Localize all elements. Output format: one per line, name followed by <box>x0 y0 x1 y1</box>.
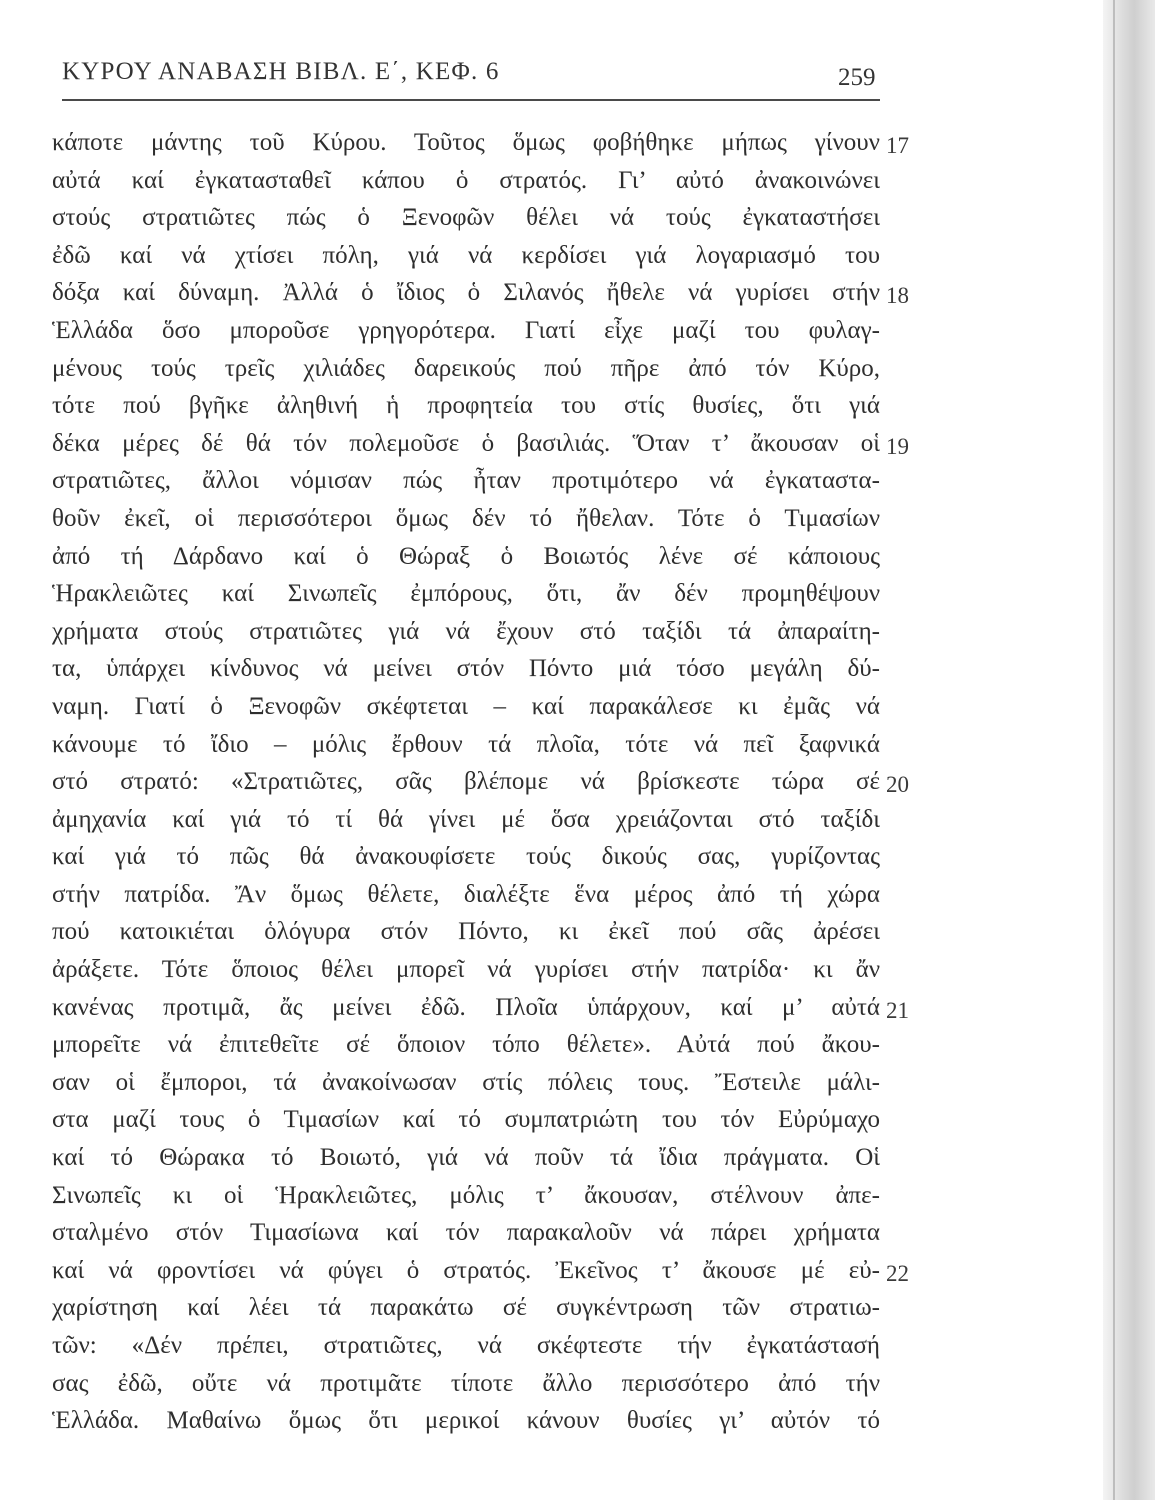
text-line: ναμη. Γιατί ὁ Ξενοφῶν σκέφτεται – καί παρακάλεσε κι ἐμᾶς νά <box>52 692 880 720</box>
text-line: δέκα μέρες δέ θά τόν πολεμοῦσε ὁ βασιλιάς. Ὅταν τ’ ἄκουσαν οἱ <box>52 429 880 457</box>
page-number: 259 <box>838 64 876 91</box>
text-line: χρήματα στούς στρατιῶτες γιά νά ἔχουν στό ταξίδι τά ἀπαραίτη- <box>52 617 880 645</box>
text-line: μένους τούς τρεῖς χιλιάδες δαρεικούς πού πῆρε ἀπό τόν Κύρο, <box>52 354 880 382</box>
text-line: στρατιῶτες, ἄλλοι νόμισαν πώς ἦταν προτιμότερο νά ἐγκαταστα- <box>52 467 880 495</box>
text-line: πού κατοικιέται ὁλόγυρα στόν Πόντο, κι ἐκεῖ πού σᾶς ἀρέσει <box>52 918 880 946</box>
text-line: στήν πατρίδα. Ἄν ὅμως θέλετε, διαλέξτε ἕνα μέρος ἀπό τή χώρα <box>52 880 880 908</box>
text-line: τότε πού βγῆκε ἀληθινή ἡ προφητεία του στίς θυσίες, ὅτι γιά <box>52 392 880 420</box>
section-number: 20 <box>886 772 909 798</box>
text-line: σας ἐδῶ, οὔτε νά προτιμᾶτε τίποτε ἄλλο περισσότερο ἀπό τήν <box>52 1369 880 1397</box>
page-edge-line <box>1113 0 1115 1500</box>
header-rule <box>62 99 880 101</box>
section-number: 17 <box>886 133 909 158</box>
section-number: 22 <box>886 1261 909 1286</box>
body-text <box>52 124 880 1440</box>
text-line: αὐτά καί ἐγκατασταθεῖ κάπου ὁ στρατός. Γι’ αὐτό ἀνακοινώνει <box>52 166 880 194</box>
text-line: καί γιά τό πῶς θά ἀνακουφίσετε τούς δικούς σας, γυρίζοντας <box>52 843 880 871</box>
text-line: χαρίστηση καί λέει τά παρακάτω σέ συγκέντρωση τῶν στρατιω- <box>52 1294 880 1322</box>
text-line: στα μαζί τους ὁ Τιμασίων καί τό συμπατριώτη του τόν Εὐρύμαχο <box>52 1106 880 1134</box>
text-line: κάποτε μάντης τοῦ Κύρου. Τοῦτος ὅμως φοβήθηκε μήπως γίνουν <box>52 129 880 156</box>
text-line: Ἑλλάδα. Μαθαίνω ὅμως ὅτι μερικοί κάνουν θυσίες γι’ αὐτόν τό <box>52 1407 880 1435</box>
text-line: κανένας προτιμᾶ, ἄς μείνει ἐδῶ. Πλοῖα ὑπάρχουν, καί μ’ αὐτά <box>52 993 880 1021</box>
text-line: κάνουμε τό ἴδιο – μόλις ἔρθουν τά πλοῖα, τότε νά πεῖ ξαφνικά <box>52 730 880 758</box>
text-line: σαν οἱ ἔμποροι, τά ἀνακοίνωσαν στίς πόλεις τους. Ἔστειλε μάλι- <box>52 1068 880 1096</box>
page-edge-shadow <box>1103 0 1155 1500</box>
text-line: δόξα καί δύναμη. Ἀλλά ὁ ἴδιος ὁ Σιλανός ἤθελε νά γυρίσει στήν <box>52 279 880 307</box>
text-line: Ἡρακλειῶτες καί Σινωπεῖς ἐμπόρους, ὅτι, ἄν δέν προμηθέψουν <box>52 580 880 608</box>
text-line: ἀμηχανία καί γιά τό τί θά γίνει μέ ὅσα χρειάζονται στό ταξίδι <box>52 805 880 833</box>
section-number: 21 <box>886 997 909 1023</box>
text-line: ἀπό τή Δάρδανο καί ὁ Θώραξ ὁ Βοιωτός λένε σέ κάποιους <box>52 542 880 570</box>
text-line: Σινωπεῖς κι οἱ Ἡρακλειῶτες, μόλις τ’ ἄκουσαν, στέλνουν ἀπε- <box>52 1181 880 1209</box>
text-line: καί νά φροντίσει νά φύγει ὁ στρατός. Ἐκεῖνος τ’ ἄκουσε μέ εὐ- <box>52 1256 880 1284</box>
text-line: μπορεῖτε νά ἐπιτεθεῖτε σέ ὅποιον τόπο θέλετε». Αὐτά πού ἄκου- <box>52 1031 880 1059</box>
section-number: 18 <box>886 283 909 309</box>
text-line: θοῦν ἐκεῖ, οἱ περισσότεροι ὅμως δέν τό ἤθελαν. Τότε ὁ Τιμασίων <box>52 504 880 532</box>
text-line: τῶν: «Δέν πρέπει, στρατιῶτες, νά σκέφτεστε τήν ἐγκατάστασή <box>52 1332 880 1359</box>
text-line: ἀράξετε. Τότε ὅποιος θέλει μπορεῖ νά γυρίσει στήν πατρίδα· κι ἄν <box>52 956 880 984</box>
text-line: Ἑλλάδα ὅσο μποροῦσε γρηγορότερα. Γιατί εἶχε μαζί του φυλαγ- <box>52 316 880 344</box>
section-number: 19 <box>886 433 909 459</box>
text-line: ἐδῶ καί νά χτίσει πόλη, γιά νά κερδίσει γιά λογαριασμό του <box>52 241 880 269</box>
running-header-title: ΚΥΡΟΥ ΑΝΑΒΑΣΗ ΒΙΒΛ. Ε΄, ΚΕΦ. 6 <box>62 58 500 85</box>
text-line: καί τό Θώρακα τό Βοιωτό, γιά νά ποῦν τά ἴδια πράγματα. Οἱ <box>52 1144 880 1172</box>
text-line: σταλμένο στόν Τιμασίωνα καί τόν παρακαλοῦν νά πάρει χρήματα <box>52 1219 880 1247</box>
text-line: τα, ὑπάρχει κίνδυνος νά μείνει στόν Πόντο μιά τόσο μεγάλη δύ- <box>52 655 880 683</box>
text-line: στούς στρατιῶτες πώς ὁ Ξενοφῶν θέλει νά τούς ἐγκαταστήσει <box>52 204 880 232</box>
text-line: στό στρατό: «Στρατιῶτες, σᾶς βλέπομε νά βρίσκεστε τώρα σέ <box>52 768 880 796</box>
